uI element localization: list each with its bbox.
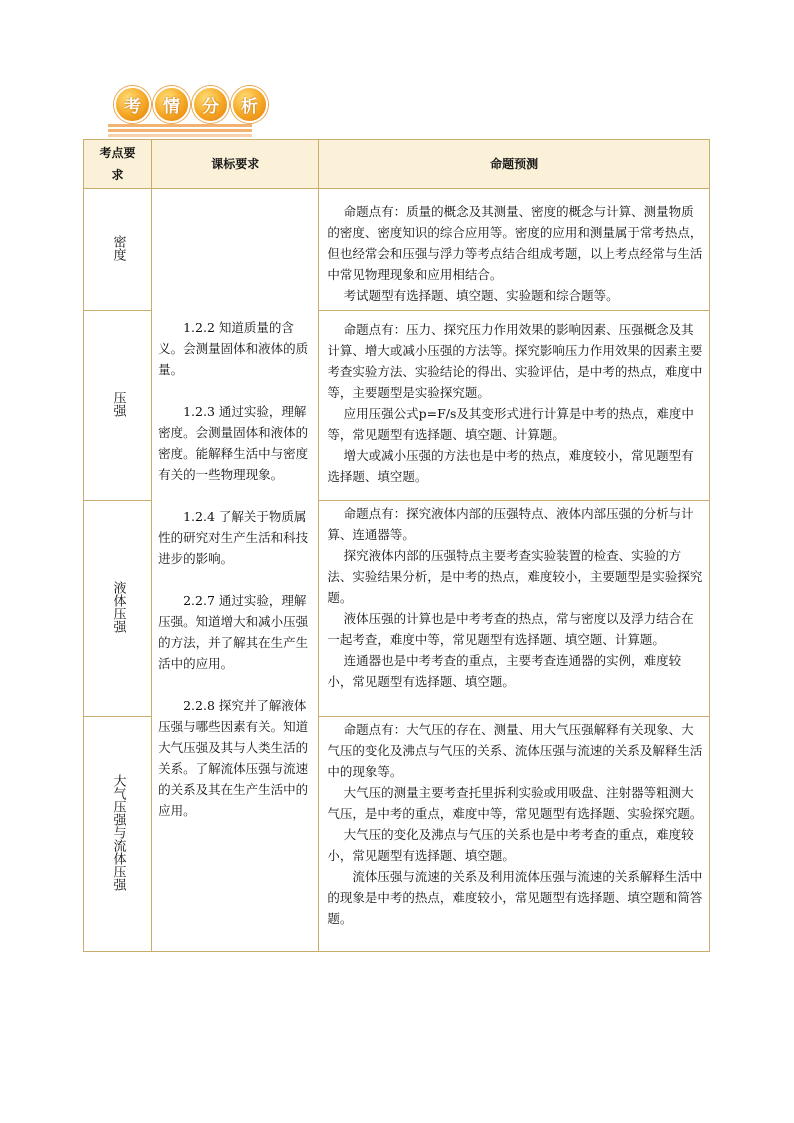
prediction-paragraph: 探究液体内部的压强特点主要考查实验装置的检查、实验的方法、实验结果分析，是中考的热点，难度较小，主要题型是实验探究题。	[327, 548, 703, 605]
header-curriculum-requirements: 课标要求	[152, 140, 319, 189]
banner-stripe	[108, 124, 252, 127]
banner-char: 析	[231, 86, 268, 123]
prediction-cell	[319, 311, 710, 501]
banner-stripe	[108, 129, 252, 132]
prediction-cell	[319, 717, 710, 952]
prediction-paragraph: 应用压强公式p=F/s及其变形式进行计算是中考的热点，难度中等，常见题型有选择题、填空题、计算题。	[327, 406, 694, 442]
requirement-item: 1.2.2 知道质量的含义。会测量固体和液体的质量。	[158, 320, 309, 377]
section-banner	[108, 84, 256, 136]
table-row	[84, 189, 710, 311]
prediction-cell	[319, 189, 710, 311]
prediction-cell	[319, 501, 710, 717]
requirements-cell	[152, 189, 319, 952]
requirement-item: 1.2.3 通过实验，理解密度。会测量固体和液体的密度。能解释生活中与密度有关的一些物理现象。	[158, 404, 309, 482]
banner-char: 分	[192, 86, 229, 123]
topic-cell	[84, 501, 152, 717]
prediction-paragraph: 连通器也是中考考查的重点，主要考查连通器的实例，难度较小，常见题型有选择题、填空题。	[327, 653, 682, 689]
banner-stripe	[108, 134, 252, 137]
prediction-paragraph: 考试题型有选择题、填空题、实验题和综合题等。	[343, 288, 619, 303]
topic-label: 压强	[110, 390, 126, 417]
banner-char: 情	[153, 86, 190, 123]
prediction-paragraph: 流体压强与流速的关系及利用流体压强与流速的关系解释生活中的现象是中考的热点，难度较小，常见题型有选择题、填空题和简答题。	[327, 869, 703, 926]
prediction-paragraph: 命题点有：探究液体内部的压强特点、液体内部压强的分析与计算、连通器等。	[327, 506, 694, 542]
requirement-item: 2.2.7 通过实验，理解压强。知道增大和减小压强的方法，并了解其在生产生活中的应用。	[158, 593, 309, 671]
topic-label: 大气压强与流体压强	[110, 773, 126, 891]
banner-title	[114, 86, 270, 123]
topic-cell	[84, 717, 152, 952]
header-prediction: 命题预测	[319, 140, 710, 189]
topic-cell	[84, 189, 152, 311]
topic-label: 密度	[110, 234, 126, 261]
header-exam-points: 考点要求	[84, 140, 152, 189]
table-header-row	[84, 140, 710, 189]
prediction-paragraph: 增大或减小压强的方法也是中考的热点，难度较小，常见题型有选择题、填空题。	[327, 448, 694, 484]
topic-label: 液体压强	[110, 580, 126, 633]
prediction-paragraph: 液体压强的计算也是中考考查的热点，常与密度以及浮力结合在一起考查，难度中等，常见题型有选择题、填空题、计算题。	[327, 611, 694, 647]
requirement-item: 1.2.4 了解关于物质属性的研究对生产生活和科技进步的影响。	[158, 509, 309, 566]
prediction-paragraph: 命题点有：压力、探究压力作用效果的影响因素、压强概念及其计算、增大或减小压强的方法等。探究影响压力作用效果的因素主要考查实验方法、实验结论的得出、实验评估，是中考的热点，难度中等，主要题型是实验探究题。	[327, 322, 703, 400]
exam-analysis-table	[83, 139, 710, 952]
prediction-paragraph: 大气压的变化及沸点与气压的关系也是中考考查的重点，难度较小，常见题型有选择题、填空题。	[327, 827, 694, 863]
prediction-paragraph: 大气压的测量主要考查托里拆利实验或用吸盘、注射器等粗测大气压，是中考的重点，难度中等，常见题型有选择题、实验探究题。	[327, 785, 703, 821]
topic-cell	[84, 311, 152, 501]
prediction-paragraph: 命题点有：大气压的存在、测量、用大气压强解释有关现象、大气压的变化及沸点与气压的关系、流体压强与流速的关系及解释生活中的现象等。	[327, 722, 703, 779]
banner-char: 考	[114, 86, 151, 123]
requirement-item: 2.2.8 探究并了解液体压强与哪些因素有关。知道大气压强及其与人类生活的关系。了解流体压强与流速的关系及其在生产生活中的应用。	[158, 698, 309, 818]
prediction-paragraph: 命题点有：质量的概念及其测量、密度的概念与计算、测量物质的密度、密度知识的综合应用等。密度的应用和测量属于常考热点，但也经常会和压强与浮力等考点结合组成考题，以上考点经常与生活中常见物理现象和应用相结合。	[327, 204, 703, 282]
